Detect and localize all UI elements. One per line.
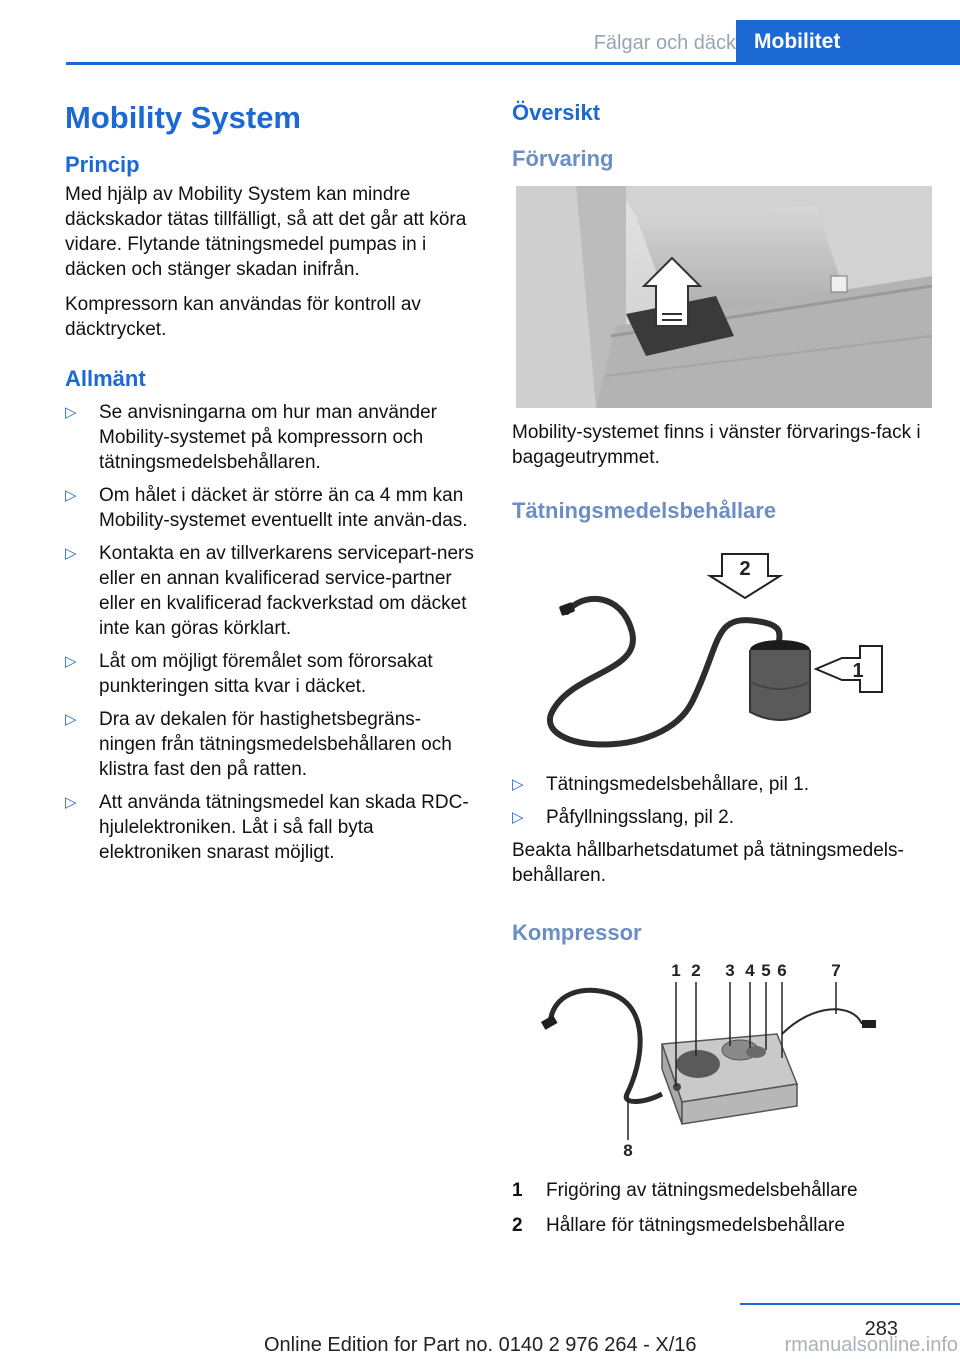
callout-3-label: 3: [725, 961, 735, 980]
list-item: ▷ Tätningsmedelsbehållare, pil 1.: [512, 774, 809, 795]
item-number: 1: [512, 1180, 523, 1201]
list-item: 1 Frigöring av tätningsmedelsbehållare: [512, 1180, 858, 1201]
general-bullet-list: [65, 400, 478, 865]
callout-1-label: 1: [671, 961, 681, 980]
list-item: ▷ Om hålet i däcket är större än ca 4 mm kan Mobility-systemet eventuellt inte använ-das.: [65, 485, 468, 531]
triangle-bullet-icon: ▷: [65, 404, 77, 421]
page-header: [66, 20, 960, 65]
triangle-bullet-icon: ▷: [512, 809, 524, 826]
left-column: [65, 100, 478, 873]
compressor-item-list: [512, 1178, 932, 1238]
callout-2-label: 2: [691, 961, 701, 980]
triangle-bullet-icon: ▷: [65, 545, 77, 562]
list-item: ▷ Se anvisningarna om hur man använder Mobility-systemet på kompressorn och tätningsmedelsbehållaren.: [65, 402, 437, 473]
trunk-storage-illustration: [516, 186, 932, 408]
list-item: 2 Hållare för tätningsmedelsbehållare: [512, 1215, 845, 1236]
callout-7-label: 7: [831, 961, 841, 980]
footer-rule: [740, 1303, 960, 1305]
callout-4-label: 4: [745, 961, 755, 980]
triangle-bullet-icon: ▷: [65, 794, 77, 811]
edition-footer: Online Edition for Part no. 0140 2 976 264 - X/16: [264, 1334, 697, 1356]
list-item: ▷ Att använda tätningsmedel kan skada RDC-hjulelektroniken. Låt i så fall byta elektroniken snarast möjligt.: [65, 792, 469, 863]
callout-6-label: 6: [777, 961, 787, 980]
principle-paragraph-2: Kompressorn kan användas för kontroll av däcktrycket.: [65, 294, 421, 340]
overview-heading: Översikt: [512, 100, 601, 125]
triangle-bullet-icon: ▷: [65, 653, 77, 670]
sealant-note: Beakta hållbarhetsdatumet på tätningsmedels-behållaren.: [512, 840, 904, 886]
header-chapter-tab: Mobilitet: [736, 20, 960, 62]
principle-heading: Princip: [65, 152, 140, 177]
arrow-2-label: 2: [739, 558, 751, 580]
compressor-illustration: [512, 954, 932, 1164]
storage-text: Mobility-systemet finns i vänster förvarings-fack i bagageutrymmet.: [512, 422, 921, 468]
sealant-heading: Tätningsmedelsbehållare: [512, 498, 777, 523]
sealant-bottle-illustration: [512, 532, 932, 752]
watermark: rmanualsonline.info: [784, 1334, 958, 1356]
compressor-heading: Kompressor: [512, 920, 642, 945]
list-item: ▷ Låt om möjligt föremålet som förorsakat punkteringen sitta kvar i däcket.: [65, 651, 433, 697]
page-title: Mobility System: [65, 100, 301, 135]
page-number: 283: [864, 1318, 898, 1340]
list-item: ▷ Påfyllningsslang, pil 2.: [512, 807, 734, 828]
list-item: ▷ Kontakta en av tillverkarens servicepart-ners eller en annan kvalificerad service-partner eller en kvalificerad fackverkstad om däcket inte kan göras körklart.: [65, 543, 474, 639]
triangle-bullet-icon: ▷: [512, 776, 524, 793]
callout-5-label: 5: [761, 961, 771, 980]
triangle-bullet-icon: ▷: [65, 711, 77, 728]
callout-8-label: 8: [623, 1141, 633, 1160]
item-number: 2: [512, 1215, 523, 1236]
general-heading: Allmänt: [65, 366, 146, 391]
right-column: [512, 100, 932, 1248]
storage-heading: Förvaring: [512, 146, 614, 171]
principle-paragraph-1: Med hjälp av Mobility System kan mindre däckskador tätas tillfälligt, så att det går att köra vidare. Flytande tätningsmedel pumpas in i däcken och stänger skadan inifrån.: [65, 184, 467, 280]
header-section-label: Fälgar och däck: [593, 32, 736, 54]
arrow-1-label: 1: [852, 660, 864, 682]
list-item: ▷ Dra av dekalen för hastighetsbegräns-ningen från tätningsmedelsbehållaren och klistra fast den på ratten.: [65, 709, 452, 780]
sealant-bullet-list: [512, 772, 932, 830]
triangle-bullet-icon: ▷: [65, 487, 77, 504]
